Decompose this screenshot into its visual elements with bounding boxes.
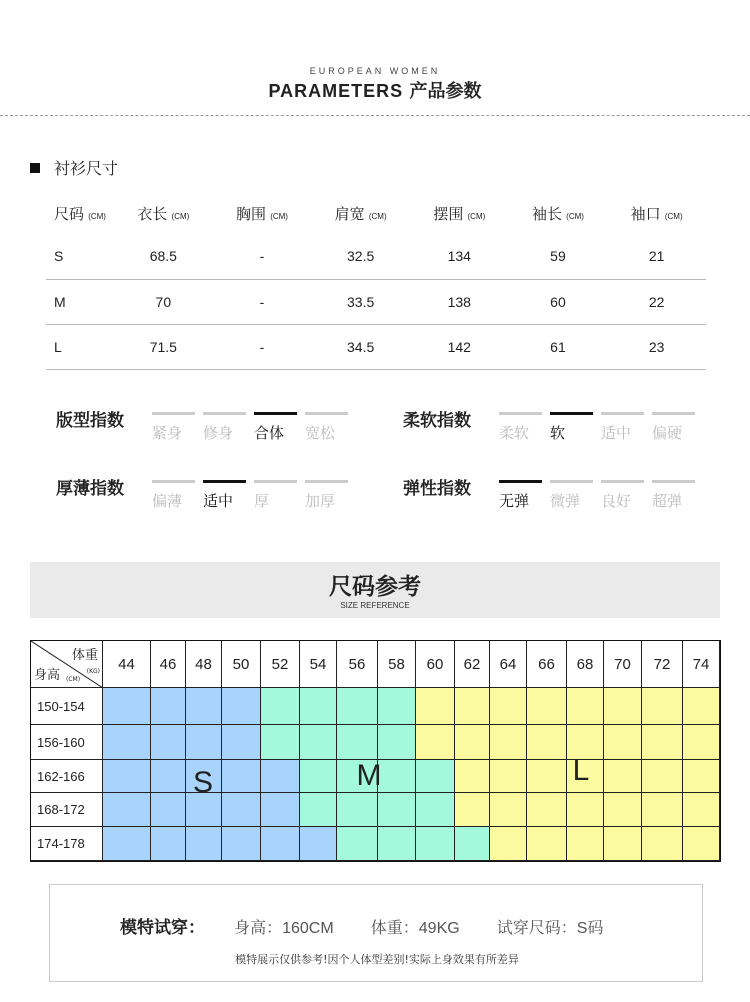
- model-weight: 体重：49KG: [370, 920, 460, 937]
- weight-header: 68: [567, 641, 604, 688]
- table-cell: 68.5: [114, 234, 213, 279]
- index-label: 柔软指数: [403, 411, 471, 431]
- index-bar: [152, 480, 195, 483]
- column-unit: (CM): [467, 211, 486, 221]
- size-cell-m: [261, 725, 300, 760]
- table-cell: 23: [607, 324, 706, 369]
- size-cell-s: [186, 688, 222, 725]
- size-cell-l: [683, 725, 720, 760]
- index-bar: [203, 412, 246, 415]
- model-info-box: [49, 884, 703, 982]
- index-bar: [550, 480, 593, 483]
- size-cell-m: [455, 827, 490, 861]
- size-cell-l: [567, 827, 604, 861]
- index-option: [152, 472, 203, 511]
- header-title-cn: 产品参数: [409, 81, 482, 102]
- size-cell-l: [490, 827, 527, 861]
- index-option-label: 适中: [203, 492, 234, 510]
- size-cell-l: [642, 793, 683, 827]
- column-header: [410, 192, 509, 234]
- column-header: [509, 192, 608, 234]
- size-cell-s: [103, 793, 151, 827]
- table-row: [46, 279, 706, 324]
- size-cell-s: [186, 725, 222, 760]
- table-cell: L: [46, 324, 114, 369]
- index-option-label: 紧身: [152, 424, 183, 442]
- shirt-size-table: [46, 192, 706, 370]
- index-option-selected: [203, 472, 254, 511]
- size-cell-s: [186, 827, 222, 861]
- size-cell-s: [222, 688, 261, 725]
- index-bar: [203, 480, 246, 483]
- table-cell: 33.5: [311, 279, 410, 324]
- model-lead-label: 模特试穿：: [120, 918, 205, 938]
- index-option-label: 超弹: [652, 492, 683, 510]
- table-cell: 61: [509, 324, 608, 369]
- index-group: [56, 404, 356, 443]
- column-unit: (CM): [270, 211, 288, 221]
- height-row-label: 156-160: [31, 725, 103, 760]
- size-cell-m: [300, 688, 337, 725]
- column-unit: (CM): [664, 211, 683, 221]
- size-cell-s: [151, 688, 186, 725]
- index-option: [550, 472, 601, 511]
- weight-header: 44: [103, 641, 151, 688]
- height-row-label: 174-178: [31, 827, 103, 861]
- index-option: [152, 404, 203, 443]
- weight-header: 46: [151, 641, 186, 688]
- size-cell-l: [567, 793, 604, 827]
- size-cell-m: [378, 688, 416, 725]
- weight-header: 48: [186, 641, 222, 688]
- index-option-label: 偏硬: [652, 424, 683, 442]
- size-cell-l: [490, 725, 527, 760]
- column-header: [607, 192, 706, 234]
- table-cell: -: [213, 324, 312, 369]
- size-cell-m: [337, 688, 378, 725]
- size-cell-s: [103, 688, 151, 725]
- size-reference-banner: [30, 562, 720, 618]
- size-cell-l: [455, 760, 490, 793]
- weight-header: 64: [490, 641, 527, 688]
- index-option-label: 宽松: [305, 424, 336, 442]
- height-row-label: 162-166: [31, 760, 103, 793]
- index-option-selected: [550, 404, 601, 443]
- table-cell: -: [213, 279, 312, 324]
- index-option: [652, 404, 703, 443]
- index-option-label: 偏薄: [152, 492, 183, 510]
- size-cell-m: [416, 827, 455, 861]
- index-option-label: 无弹: [499, 492, 530, 510]
- size-cell-m: [378, 725, 416, 760]
- size-cell-s: [151, 827, 186, 861]
- size-cell-l: [567, 688, 604, 725]
- section-title-shirt-size: [30, 156, 118, 179]
- index-option: [305, 472, 356, 511]
- model-disclaimer: 模特展示仅供参考!因个人体型差别!实际上身效果有所差异: [235, 953, 519, 966]
- index-option: [601, 404, 652, 443]
- index-option-label: 合体: [254, 424, 285, 442]
- table-cell: 22: [607, 279, 706, 324]
- index-bar: [254, 480, 297, 483]
- table-cell: 59: [509, 234, 608, 279]
- column-unit: (CM): [566, 211, 584, 221]
- index-label: 弹性指数: [403, 479, 471, 499]
- column-label: 衣长: [137, 205, 168, 223]
- size-cell-l: [490, 688, 527, 725]
- index-label: 版型指数: [56, 411, 124, 431]
- size-cell-l: [642, 725, 683, 760]
- index-option: [203, 404, 254, 443]
- table-cell: M: [46, 279, 114, 324]
- weight-header: 72: [642, 641, 683, 688]
- column-label: 袖口: [630, 205, 661, 223]
- size-cell-l: [683, 827, 720, 861]
- corner-height-label: 身高: [34, 668, 61, 683]
- size-cell-m: [261, 688, 300, 725]
- size-reference-subtitle: SIZE REFERENCE: [340, 601, 410, 610]
- size-cell-s: [261, 827, 300, 861]
- index-bar: [652, 480, 695, 483]
- height-row-label: 150-154: [31, 688, 103, 725]
- size-cell-s: [151, 725, 186, 760]
- size-cell-l: [527, 827, 567, 861]
- index-option-label: 柔软: [499, 424, 530, 442]
- size-cell-s: [103, 760, 151, 793]
- index-option-label: 修身: [203, 424, 234, 442]
- dashed-divider: [0, 115, 750, 116]
- table-header-row: [46, 192, 706, 234]
- weight-header: 66: [527, 641, 567, 688]
- table-cell: 142: [410, 324, 509, 369]
- index-bar: [550, 412, 593, 415]
- weight-header: 52: [261, 641, 300, 688]
- table-cell: 138: [410, 279, 509, 324]
- index-option: [305, 404, 356, 443]
- size-cell-l: [490, 793, 527, 827]
- index-option-selected: [254, 404, 305, 443]
- size-cell-l: [604, 827, 642, 861]
- index-bar: [601, 412, 644, 415]
- column-label: 尺码: [54, 205, 85, 223]
- column-label: 肩宽: [334, 205, 365, 223]
- size-cell-l: [527, 793, 567, 827]
- size-cell-l: [455, 793, 490, 827]
- corner-height-unit: (CM): [66, 676, 81, 683]
- index-option: [499, 404, 550, 443]
- size-cell-l: [604, 793, 642, 827]
- header-title: [0, 77, 750, 103]
- size-cell-s: [103, 725, 151, 760]
- size-cell-m: [378, 793, 416, 827]
- grid-corner-header: [31, 641, 103, 688]
- size-cell-m: [337, 793, 378, 827]
- size-cell-l: [683, 688, 720, 725]
- weight-header: 50: [222, 641, 261, 688]
- size-zone-label: L: [572, 754, 590, 787]
- table-cell: 134: [410, 234, 509, 279]
- weight-header: 62: [455, 641, 490, 688]
- index-option-selected: [499, 472, 550, 511]
- index-bar: [305, 480, 348, 483]
- size-cell-s: [222, 725, 261, 760]
- column-header: [311, 192, 410, 234]
- table-cell: 32.5: [311, 234, 410, 279]
- model-size: 试穿尺码：S码: [496, 920, 604, 937]
- table-row: [46, 234, 706, 279]
- table-cell: 60: [509, 279, 608, 324]
- corner-weight-unit: (KG): [86, 668, 100, 675]
- size-cell-s: [222, 827, 261, 861]
- table-cell: 70: [114, 279, 213, 324]
- index-option-label: 软: [550, 424, 566, 442]
- weight-header: 56: [337, 641, 378, 688]
- size-cell-l: [604, 688, 642, 725]
- size-cell-m: [378, 827, 416, 861]
- height-row-label: 168-172: [31, 793, 103, 827]
- column-unit: (CM): [88, 211, 106, 221]
- size-cell-m: [416, 760, 455, 793]
- index-option-label: 适中: [601, 424, 632, 442]
- size-cell-m: [337, 725, 378, 760]
- size-cell-m: [300, 793, 337, 827]
- column-unit: (CM): [368, 211, 387, 221]
- size-cell-l: [683, 760, 720, 793]
- index-bar: [152, 412, 195, 415]
- size-cell-m: [416, 793, 455, 827]
- weight-header: 54: [300, 641, 337, 688]
- size-cell-l: [455, 725, 490, 760]
- size-cell-l: [642, 688, 683, 725]
- corner-weight-label: 体重: [71, 648, 98, 663]
- index-bar: [305, 412, 348, 415]
- size-reference-grid: [30, 640, 721, 862]
- index-option: [254, 472, 305, 511]
- index-bar: [499, 480, 542, 483]
- size-cell-l: [527, 688, 567, 725]
- index-bar: [601, 480, 644, 483]
- size-cell-l: [490, 760, 527, 793]
- size-cell-l: [683, 793, 720, 827]
- index-group: [403, 404, 703, 443]
- index-option-label: 加厚: [305, 492, 336, 510]
- weight-header: 70: [604, 641, 642, 688]
- index-label: 厚薄指数: [56, 479, 124, 499]
- index-bar: [652, 412, 695, 415]
- size-cell-s: [261, 760, 300, 793]
- weight-header: 60: [416, 641, 455, 688]
- size-cell-s: [103, 827, 151, 861]
- column-unit: (CM): [171, 211, 190, 221]
- column-label: 摆围: [433, 205, 464, 223]
- size-zone-label: S: [192, 766, 213, 799]
- size-cell-l: [416, 688, 455, 725]
- index-bar: [254, 412, 297, 415]
- column-header: [114, 192, 213, 234]
- size-cell-m: [337, 827, 378, 861]
- table-cell: S: [46, 234, 114, 279]
- index-option-label: 厚: [254, 492, 270, 510]
- index-option-label: 微弹: [550, 492, 581, 510]
- table-cell: -: [213, 234, 312, 279]
- table-row: [46, 324, 706, 369]
- table-cell: 34.5: [311, 324, 410, 369]
- index-option: [601, 472, 652, 511]
- index-group: [403, 472, 703, 511]
- size-cell-s: [300, 827, 337, 861]
- size-cell-l: [416, 725, 455, 760]
- size-cell-m: [300, 760, 337, 793]
- square-bullet-icon: [30, 163, 40, 173]
- size-cell-l: [642, 827, 683, 861]
- model-height: 身高：160CM: [234, 920, 334, 937]
- table-cell: 21: [607, 234, 706, 279]
- size-cell-m: [300, 725, 337, 760]
- index-bar: [499, 412, 542, 415]
- size-cell-l: [642, 760, 683, 793]
- size-zone-label: M: [356, 759, 382, 792]
- section-title-label: 衬衫尺寸: [54, 159, 119, 178]
- index-group: [56, 472, 356, 511]
- table-cell: 71.5: [114, 324, 213, 369]
- index-option: [652, 472, 703, 511]
- index-option-label: 良好: [601, 492, 632, 510]
- header-subtitle: EUROPEAN WOMEN: [309, 66, 441, 76]
- weight-header: 74: [683, 641, 720, 688]
- column-header: [213, 192, 312, 234]
- header-title-en: PARAMETERS: [268, 81, 404, 101]
- column-label: 袖长: [531, 205, 562, 223]
- size-cell-s: [261, 793, 300, 827]
- size-reference-title: 尺码参考: [329, 574, 421, 600]
- size-cell-l: [455, 688, 490, 725]
- column-label: 胸围: [236, 205, 267, 223]
- model-info-line: [120, 913, 635, 938]
- column-header: [46, 192, 114, 234]
- weight-header: 58: [378, 641, 416, 688]
